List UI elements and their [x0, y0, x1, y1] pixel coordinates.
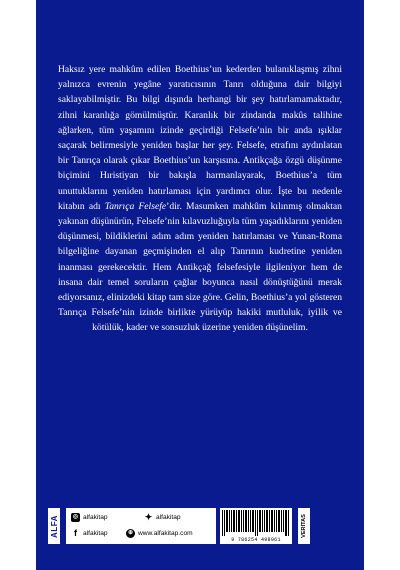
twitter-handle: alfakitap	[156, 514, 181, 521]
isbn-number: 9 786254 498961	[231, 537, 281, 543]
cover-footer	[36, 508, 364, 544]
series-logo	[298, 508, 310, 544]
instagram-handle: alfakitap	[83, 514, 108, 521]
publisher-logo-text: ALFA	[49, 514, 59, 538]
website-url: www.alfakitap.com	[138, 530, 193, 537]
back-cover	[36, 0, 364, 570]
twitter-link[interactable]	[144, 513, 181, 522]
book-title-italic: Tanrıça Felsefe	[104, 200, 167, 212]
twitter-icon: ✦	[144, 512, 153, 522]
series-name: VERITAS	[301, 514, 308, 538]
facebook-link[interactable]	[71, 529, 108, 538]
instagram-icon: ◎	[72, 514, 79, 520]
social-links	[66, 508, 216, 544]
back-cover-blurb	[58, 62, 342, 336]
publisher-logo	[48, 508, 60, 544]
instagram-link[interactable]	[71, 513, 108, 522]
isbn-barcode	[220, 508, 292, 544]
website-link[interactable]	[126, 529, 193, 538]
web-icon: ⊕	[127, 530, 134, 536]
facebook-icon: f	[74, 528, 77, 538]
blurb-part-1: Haksız yere mahkûm edilen Boethius’un kederden bulanıklaşmış zihni yalnızca evrenin yegâne yaratıcısının Tanrı olduğuna dair bilgiyi saklayabilmiştir. Bu bilgi dışında herhangi bir şey hatırlamamaktadır, zihni karanlığa gömülmüştür. Karanlık bir zindanda makûs talihine ağlarken, tüm yaşamını izinde geçirdiği Felsefe’nin bir anda ışıklar saçarak belirmesiyle yeniden başlar her şey. Felsefe, etrafını aydınlatan bir Tanrıça olarak çıkar Boethius’un karşısına. Antikçağa özgü düşünme biçimini Hıristiyan bir bakışla harmanlayarak, Boethius’a tüm unuttuklarını yeniden hatırlaması için yardımcı olur. İşte bu nedenle kitabın adı	[58, 64, 342, 212]
facebook-handle: alfakitap	[83, 530, 108, 537]
blurb-part-2: ’dir. Masumken mahkûm kılınmış olmaktan yakınan düşünürün, Felsefe’nin kılavuzluğuyla tüm yaşadıklarını yeniden düşünmesi, bildiklerini adım adım yeniden hatırlaması ve Yunan-Roma bilgeliğine dayanan geçmişinden el alıp Tanrının kudretine yeniden inanması gerekecektir. Hem Antikçağ felsefesiyle ilgileniyor hem de insana dair temel soruların çağlar boyunca nasıl dönüştüğünü merak ediyorsanız, elinizdeki kitap tam size göre. Gelin, Boethius’a yol gösteren Tanrıça Felsefe’nin izinde birlikte yürüyüp hakiki mutluluk, iyilik ve kötülük, kader ve sonsuzluk üzerine yeniden düşünelim.	[58, 200, 342, 334]
barcode-bars	[222, 510, 290, 536]
